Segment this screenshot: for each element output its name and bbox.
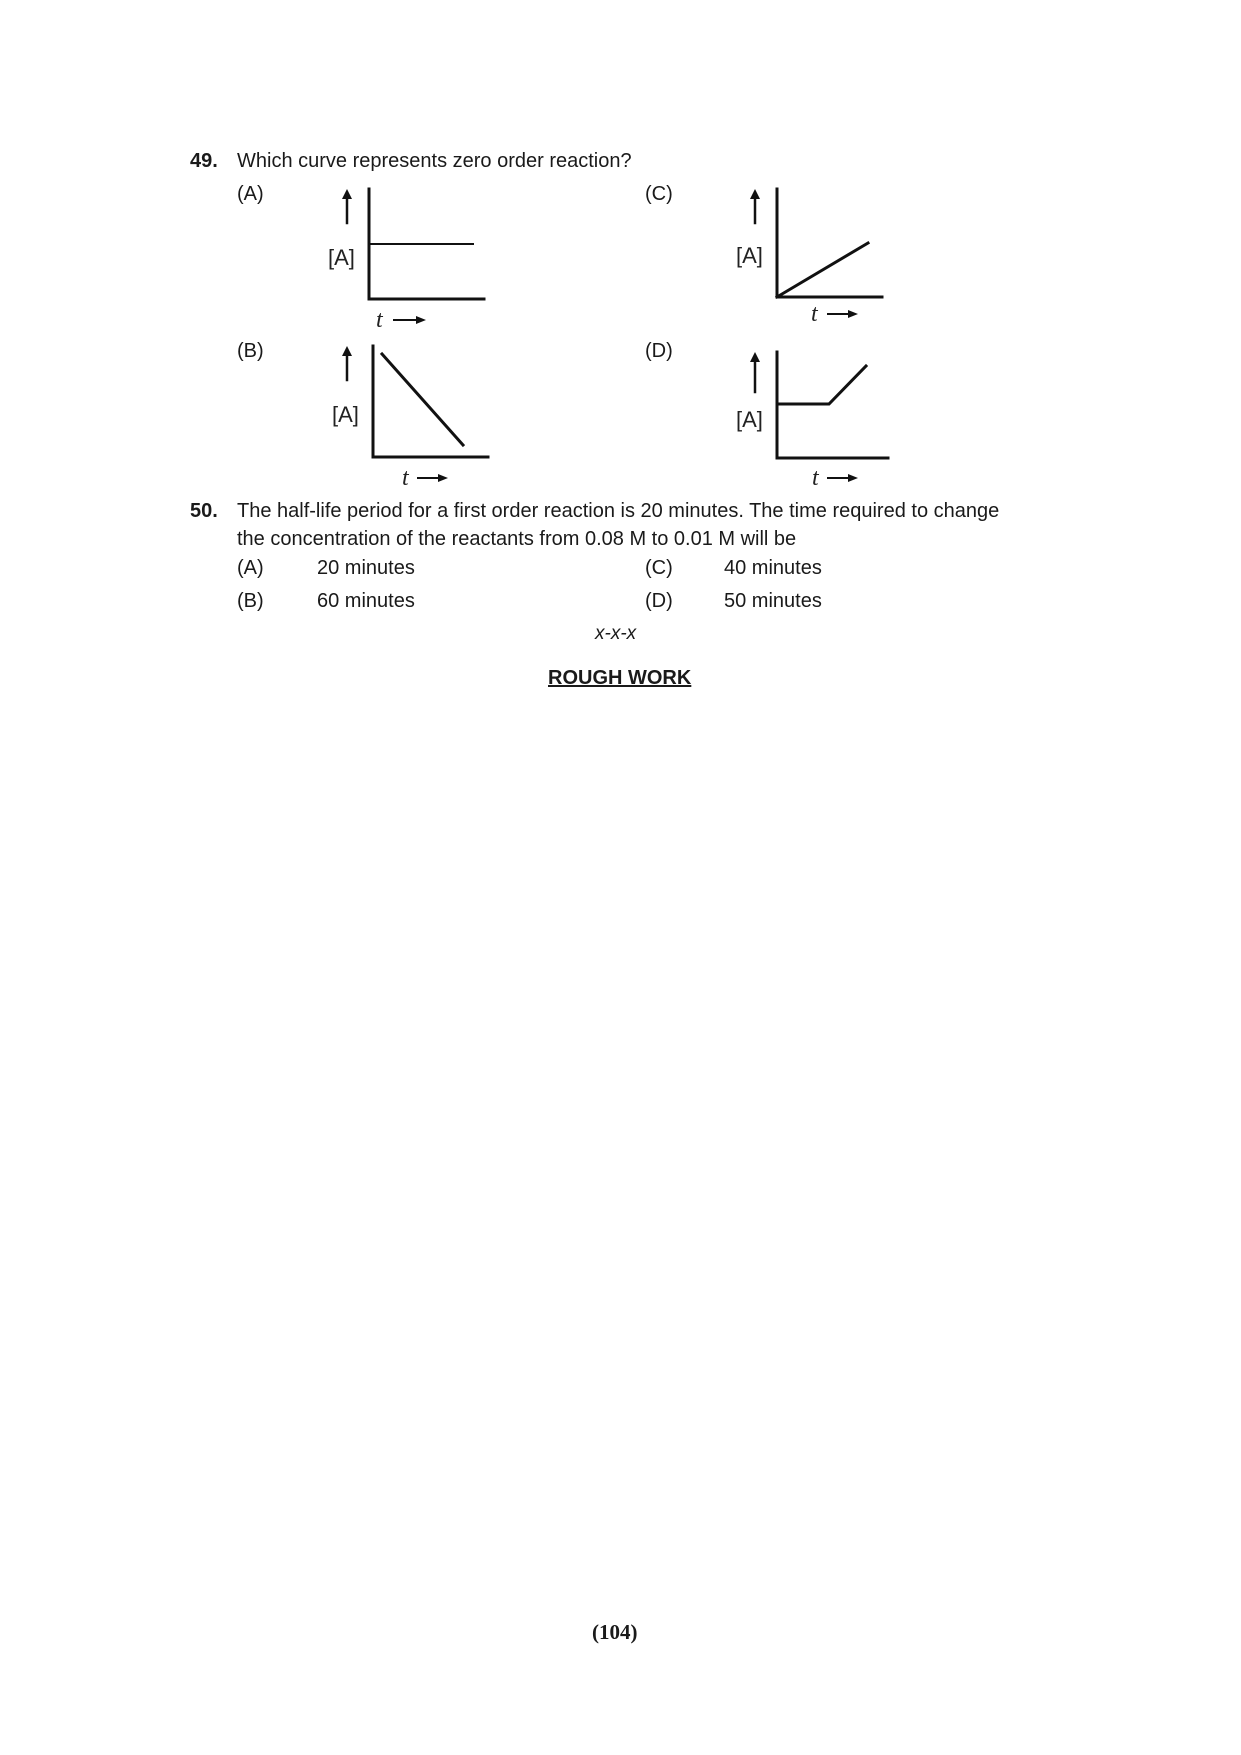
q49-graph-b-xlabel: t	[402, 465, 409, 487]
q49-graph-a	[320, 185, 500, 330]
q49-curve-b	[382, 354, 463, 445]
q49-option-d-label: (D)	[645, 340, 673, 362]
q49-graph-c	[728, 185, 908, 330]
end-separator: x-x-x	[595, 623, 637, 644]
q49-option-a-label: (A)	[237, 183, 264, 205]
q49-graph-c-xlabel: t	[811, 301, 818, 327]
q50-question-line1: The half-life period for a first order reaction is 20 minutes. The time required to change	[237, 500, 1000, 522]
q50-option-c-label: (C)	[645, 557, 673, 579]
q50-number: 50.	[190, 500, 218, 522]
q49-graph-d-ylabel: [A]	[736, 407, 763, 432]
q49-graph-a-xlabel: t	[376, 307, 383, 330]
q50-option-c-text: 40 minutes	[724, 557, 822, 579]
q49-option-b-label: (B)	[237, 340, 264, 362]
q49-graph-a-ylabel: [A]	[328, 245, 355, 270]
q50-question-line2: the concentration of the reactants from 0.08 M to 0.01 M will be	[237, 528, 797, 550]
q50-option-b-text: 60 minutes	[317, 590, 415, 612]
q50-option-a-text: 20 minutes	[317, 557, 415, 579]
q49-graph-d-xlabel: t	[812, 465, 819, 487]
q50-option-d-text: 50 minutes	[724, 590, 822, 612]
page-number: (104)	[592, 1620, 638, 1644]
q50-option-a-label: (A)	[237, 557, 264, 579]
q49-question: Which curve represents zero order reaction?	[237, 150, 632, 172]
rough-work-heading: ROUGH WORK	[548, 667, 692, 689]
q49-graph-b	[320, 342, 500, 487]
q49-number: 49.	[190, 150, 218, 172]
q49-graph-c-ylabel: [A]	[736, 243, 763, 268]
q49-curve-c	[777, 243, 868, 297]
q50-option-b-label: (B)	[237, 590, 264, 612]
q50-option-d-label: (D)	[645, 590, 673, 612]
q49-graph-b-ylabel: [A]	[332, 402, 359, 427]
q49-option-c-label: (C)	[645, 183, 673, 205]
q49-curve-d	[777, 366, 866, 404]
q49-graph-d	[728, 342, 908, 487]
